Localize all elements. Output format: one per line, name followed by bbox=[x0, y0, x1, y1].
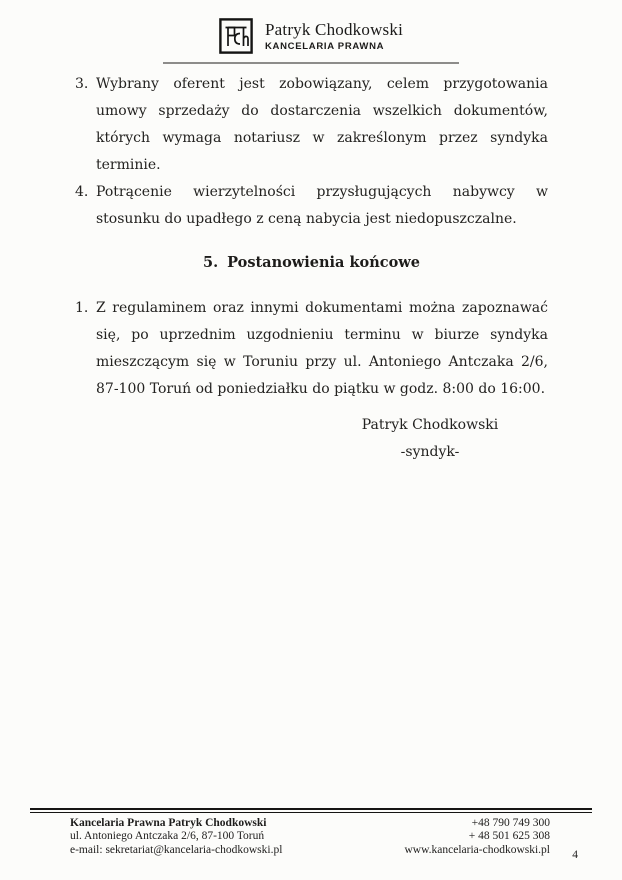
footer-phone-1: +48 790 749 300 bbox=[471, 817, 550, 829]
document-body bbox=[75, 71, 548, 466]
footer-contact-right bbox=[404, 817, 550, 857]
brand-text bbox=[265, 20, 403, 52]
signature-role: -syndyk- bbox=[400, 444, 460, 460]
law-firm-monogram-logo-icon bbox=[219, 18, 253, 54]
footer-email: e-mail: sekretariat@kancelaria-chodkowski.pl bbox=[70, 843, 283, 856]
footer-contact-left bbox=[70, 817, 282, 857]
list-item-number: 3. bbox=[75, 76, 89, 92]
list-item-1 bbox=[75, 295, 548, 403]
section-heading-number: 5. bbox=[203, 254, 219, 271]
brand-subtitle: KANCELARIA PRAWNA bbox=[265, 41, 385, 52]
page-number: 4 bbox=[572, 849, 578, 861]
list-item-number: 4. bbox=[75, 184, 89, 200]
header-divider bbox=[163, 62, 459, 64]
list-item-text: Potrącenie wierzytelności przysługujących nabywcy w stosunku do upadłego z ceną nabycia jest niedopuszczalne. bbox=[96, 184, 548, 227]
footer-divider bbox=[30, 808, 592, 813]
section-heading bbox=[75, 249, 548, 276]
signature-name: Patryk Chodkowski bbox=[361, 417, 499, 433]
footer-phone-2: + 48 501 625 308 bbox=[468, 830, 550, 843]
letterhead bbox=[0, 18, 622, 54]
brand-name: Patryk Chodkowski bbox=[265, 20, 403, 39]
signature-block bbox=[330, 412, 530, 466]
page-footer bbox=[70, 817, 550, 857]
list-item-text: Wybrany oferent jest zobowiązany, celem przygotowania umowy sprzedaży do dostarczenia wszelkich dokumentów, których wymaga notariusz w zakreślonym przez syndyka terminie. bbox=[96, 76, 548, 173]
list-item-3 bbox=[75, 71, 548, 179]
footer-firm-name: Kancelaria Prawna Patryk Chodkowski bbox=[70, 817, 267, 829]
footer-website: www.kancelaria-chodkowski.pl bbox=[404, 843, 550, 856]
section-heading-text: Postanowienia końcowe bbox=[227, 254, 420, 271]
list-item-number: 1. bbox=[75, 300, 89, 316]
list-item-4 bbox=[75, 179, 548, 233]
brand-block bbox=[219, 18, 403, 54]
list-item-text: Z regulaminem oraz innymi dokumentami można zapoznawać się, po uprzednim uzgodnieniu terminu w biurze syndyka mieszczącym się w Toruniu przy ul. Antoniego Antczaka 2/6, 87-100 Toruń od poniedziałku do piątku w godz. 8:00 do 16:00. bbox=[96, 300, 548, 397]
footer-address: ul. Antoniego Antczaka 2/6, 87-100 Toruń bbox=[70, 830, 265, 843]
